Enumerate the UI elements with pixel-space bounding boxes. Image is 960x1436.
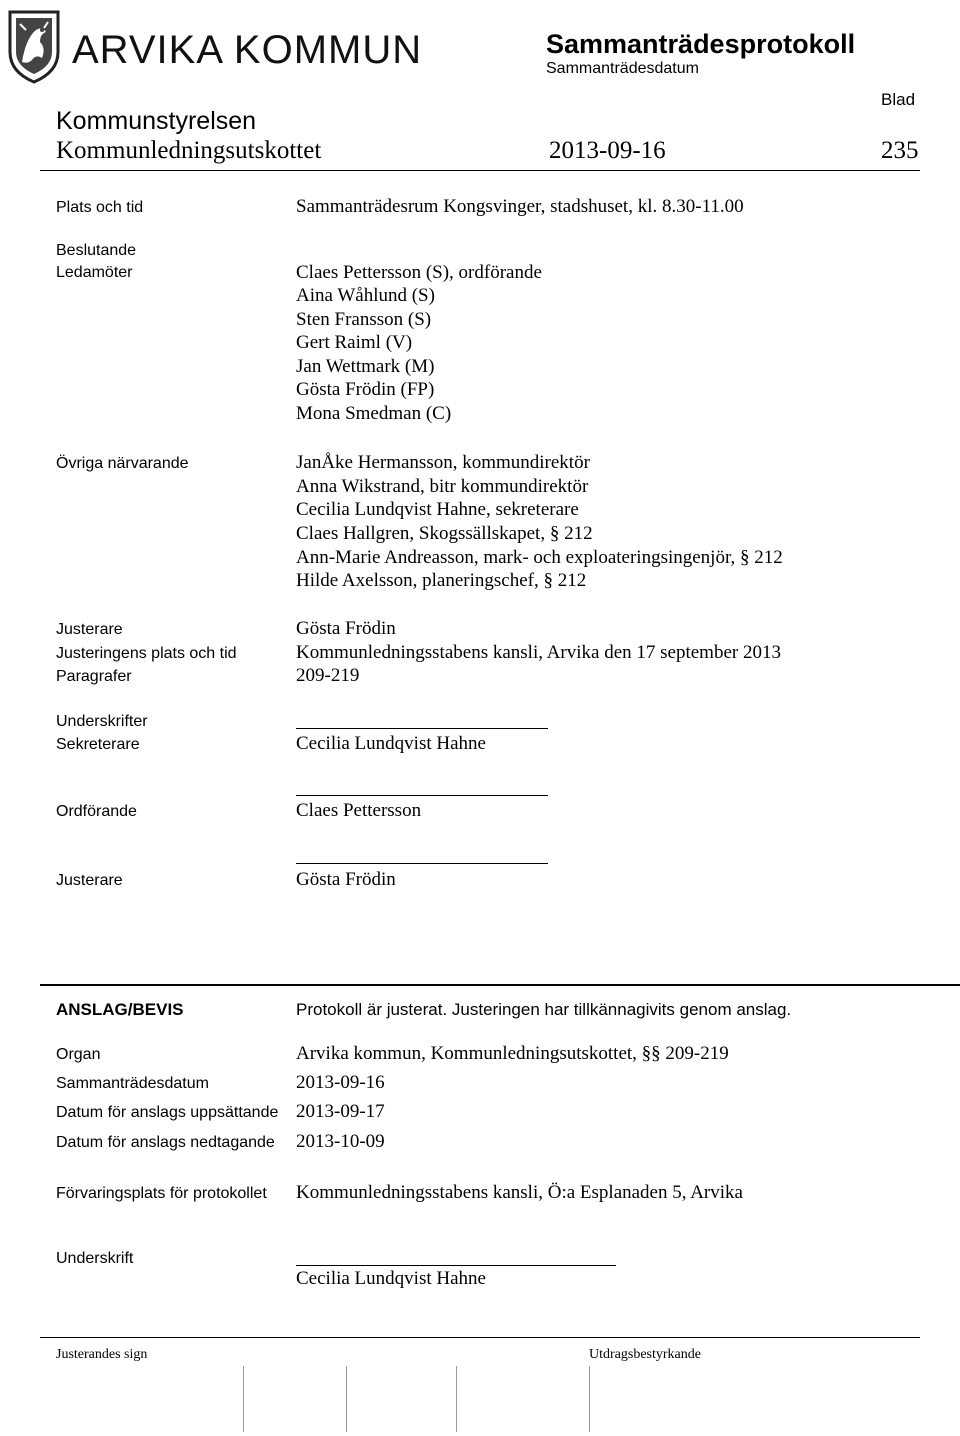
footer-sign-box <box>243 1366 244 1432</box>
footer-sign-box <box>589 1366 590 1432</box>
logo-wordmark: ARVIKA KOMMUN <box>72 28 423 72</box>
member-item: Sten Fransson (S) <box>296 309 432 330</box>
chair-name: Claes Pettersson <box>296 800 422 821</box>
attendee-item: Anna Wikstrand, bitr kommundirektör <box>296 476 589 497</box>
sheet-number: 235 <box>881 137 919 164</box>
adjuster-label: Justerare <box>56 621 123 638</box>
adjust-place-value: Kommunledningsstabens kansli, Arvika den 17 september 2013 <box>296 642 781 663</box>
members-label: Ledamöter <box>56 264 133 281</box>
attendee-item: Claes Hallgren, Skogssällskapet, § 212 <box>296 523 593 544</box>
notice-divider <box>40 984 960 986</box>
chair-signature-line <box>296 795 548 796</box>
attendee-item: Ann-Marie Andreasson, mark- och exploateringsingenjör, § 212 <box>296 547 783 568</box>
organ-value: Arvika kommun, Kommunledningsutskottet, §§ 209-219 <box>296 1043 729 1064</box>
committee-name: Kommunledningsutskottet <box>56 137 322 164</box>
organ-label: Organ <box>56 1046 101 1063</box>
coat-of-arms-icon <box>6 8 62 84</box>
storage-label: Förvaringsplats för protokollet <box>56 1185 267 1202</box>
adjuster-signature-line <box>296 863 548 864</box>
paragraphs-label: Paragrafer <box>56 668 132 685</box>
member-item: Aina Wåhlund (S) <box>296 285 435 306</box>
footer-sign-box <box>456 1366 457 1432</box>
member-item: Gösta Frödin (FP) <box>296 379 435 400</box>
signature-name: Cecilia Lundqvist Hahne <box>296 1268 486 1289</box>
paragraphs-value: 209-219 <box>296 665 360 686</box>
member-item: Claes Pettersson (S), ordförande <box>296 262 542 283</box>
member-item: Gert Raiml (V) <box>296 332 413 353</box>
signature-label: Underskrift <box>56 1250 134 1267</box>
adjust-place-label: Justeringens plats och tid <box>56 645 237 662</box>
signatures-title: Underskrifter <box>56 713 148 730</box>
storage-value: Kommunledningsstabens kansli, Ö:a Esplanaden 5, Arvika <box>296 1182 743 1203</box>
deciding-label: Beslutande <box>56 242 137 259</box>
posted-value: 2013-09-17 <box>296 1101 385 1122</box>
attendee-item: JanÅke Hermansson, kommundirektör <box>296 452 590 473</box>
chair-label: Ordförande <box>56 803 137 820</box>
footer-divider <box>40 1337 920 1338</box>
municipality-logo <box>6 8 62 89</box>
extract-cert-caption: Utdragsbestyrkande <box>589 1347 701 1362</box>
removed-value: 2013-10-09 <box>296 1131 385 1152</box>
notice-signature-line <box>296 1265 616 1266</box>
sign-adjuster-name: Gösta Frödin <box>296 869 396 890</box>
footer-sign-box <box>346 1366 347 1432</box>
date-caption: Sammanträdesdatum <box>546 60 699 77</box>
removed-label: Datum för anslags nedtagande <box>56 1134 275 1151</box>
organ-name: Kommunstyrelsen <box>56 107 257 135</box>
secretary-label: Sekreterare <box>56 736 140 753</box>
notice-statement: Protokoll är justerat. Justeringen har tillkännagivits genom anslag. <box>296 1000 792 1019</box>
notice-title: ANSLAG/BEVIS <box>56 1000 184 1019</box>
document-type: Sammanträdesprotokoll <box>546 29 856 59</box>
attendee-item: Cecilia Lundqvist Hahne, sekreterare <box>296 499 579 520</box>
adjusters-sign-caption: Justerandes sign <box>56 1347 148 1362</box>
place-label: Plats och tid <box>56 199 144 216</box>
member-item: Jan Wettmark (M) <box>296 356 435 377</box>
notice-date-value: 2013-09-16 <box>296 1072 385 1093</box>
others-label: Övriga närvarande <box>56 455 189 472</box>
secretary-name: Cecilia Lundqvist Hahne <box>296 733 486 754</box>
sign-adjuster-label: Justerare <box>56 872 123 889</box>
secretary-signature-line <box>296 728 548 729</box>
posted-label: Datum för anslags uppsättande <box>56 1104 279 1121</box>
attendee-item: Hilde Axelsson, planeringschef, § 212 <box>296 570 587 591</box>
meeting-date: 2013-09-16 <box>549 137 666 164</box>
member-item: Mona Smedman (C) <box>296 403 452 424</box>
notice-date-label: Sammanträdesdatum <box>56 1075 209 1092</box>
sheet-caption: Blad <box>881 90 916 109</box>
place-value: Sammanträdesrum Kongsvinger, stadshuset, kl. 8.30-11.00 <box>296 196 744 217</box>
adjuster-value: Gösta Frödin <box>296 618 396 639</box>
header-divider <box>40 170 920 171</box>
